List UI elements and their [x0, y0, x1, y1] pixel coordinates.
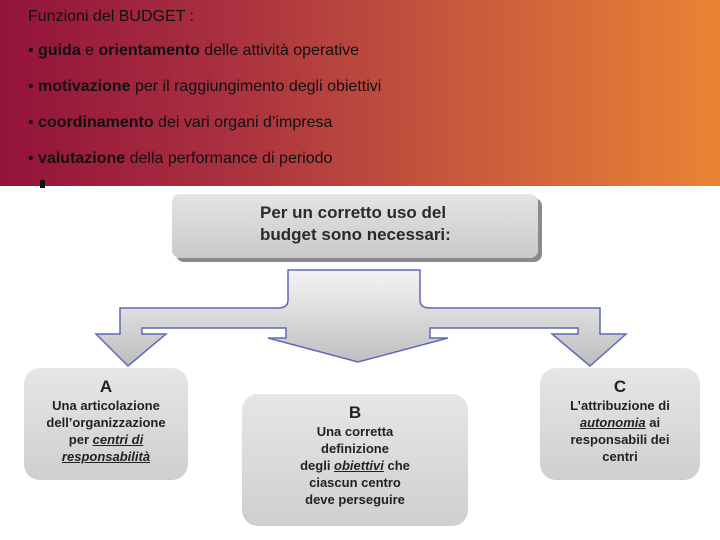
- requirement-box-a: A Una articolazione dell’organizzazione per centri di responsabilità: [24, 368, 188, 480]
- box-letter: C: [613, 377, 627, 396]
- title-banner: [0, 0, 720, 186]
- box-letter: B: [348, 403, 362, 422]
- list-item: • coordinamento dei vari organi d’impresa: [28, 114, 333, 131]
- header-line: Per un corretto uso del: [260, 203, 447, 222]
- requirement-box-c: C L’attribuzione di autonomia ai responsabili dei centri: [540, 368, 700, 480]
- arrow-shape: [96, 270, 626, 366]
- list-item: • motivazione per il raggiungimento degli obiettivi: [28, 78, 382, 95]
- requirement-box-b: B Una corretta definizione degli obiettivi che ciascun centro deve perseguire: [242, 394, 468, 526]
- header-line: budget sono necessari:: [260, 225, 451, 244]
- budget-diagram: [0, 186, 720, 540]
- list-item: • guida e orientamento delle attività operative: [28, 42, 360, 59]
- header-box: [172, 194, 538, 258]
- box-letter: A: [99, 377, 113, 396]
- function-list: [28, 42, 381, 186]
- list-item: • valutazione della performance di periodo: [28, 150, 333, 167]
- banner-title: Funzioni del BUDGET :: [28, 8, 194, 25]
